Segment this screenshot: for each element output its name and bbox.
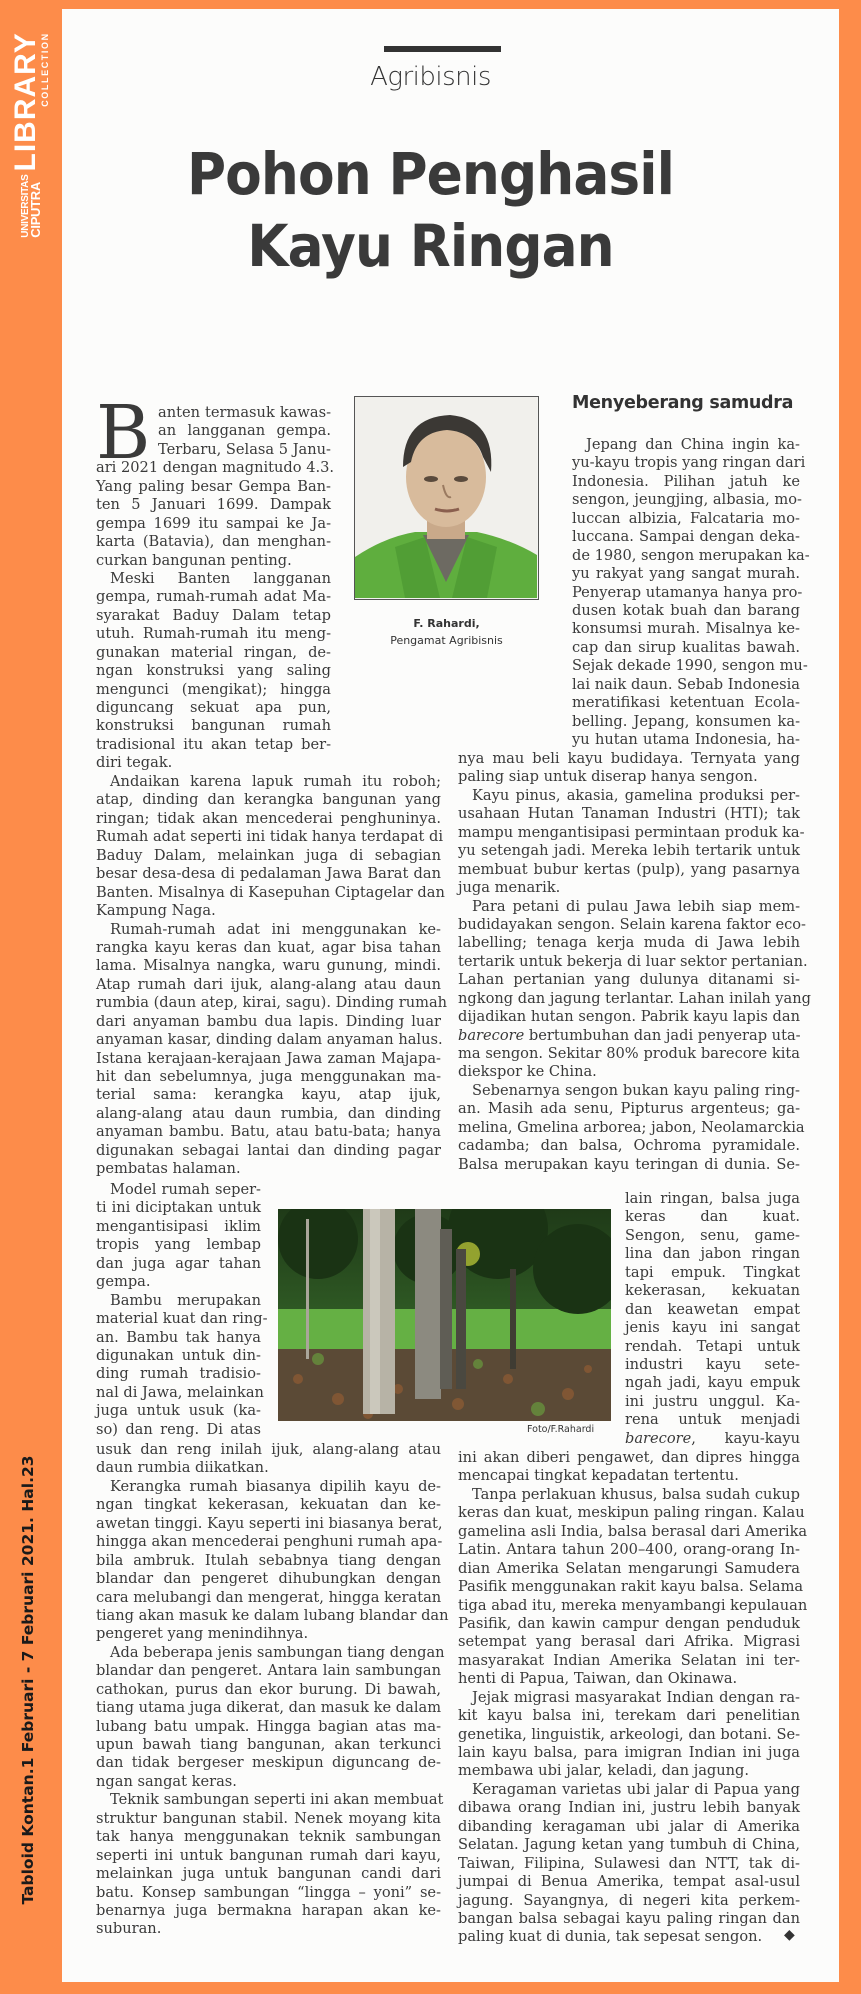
text-line: jagung. Sayangnya, di negeri kita perkem- [458, 1891, 800, 1909]
text-line: de 1980, sengon merupakan ka- [572, 546, 810, 564]
text-line: batu. Konsep sambungan “lingga – yoni” se- [96, 1883, 441, 1901]
text-line: material kuat dan ring- [96, 1310, 268, 1328]
text-line: mampu mengantisipasi permintaan produk ka- [458, 823, 805, 841]
text-line: hit dan sebelumnya, juga menggunakan ma- [96, 1068, 441, 1085]
text-line: alang-alang atau daun rumbia, dan dinding [96, 1104, 441, 1122]
text-line: konstruksi bangunan rumah [96, 717, 331, 735]
text-line: meratifikasi ketentuan Ecola- [572, 694, 800, 712]
text-line: Latin. Antara tahun 200–400, orang-orang In- [458, 1541, 800, 1559]
text-line: Sebenarnya sengon bukan kayu paling ring- [472, 1081, 800, 1099]
left-column-wide-2 [96, 1441, 449, 1939]
watermark-collection: COLLECTION [40, 32, 50, 107]
text-line: Para petani di pulau Jawa lebih siap mem- [472, 897, 800, 915]
headline-line-2: Kayu Ringan [247, 212, 614, 280]
text-line: Ada beberapa jenis sambungan tiang dengan [110, 1643, 445, 1661]
text-line: cadamba; dan balsa, Ochroma pyramidale. [458, 1137, 800, 1155]
text-line: juga untuk usuk (ka- [96, 1402, 261, 1420]
right-column-mid [625, 1190, 800, 1448]
text-line: tradisional itu akan tetap ber- [96, 735, 331, 753]
text-line: an. Masih ada senu, Pipturus argenteus; ga- [458, 1100, 800, 1118]
text-line: rangka kayu keras dan kuat, agar bisa tahan [96, 938, 441, 956]
text-line: tertarik untuk bekerja di luar sektor pertanian. [458, 952, 808, 970]
text-line: utuh. Rumah-rumah itu meng- [96, 625, 331, 643]
text-line: konsumsi murah. Misalnya ke- [572, 620, 800, 638]
text-line: Kampung Naga. [96, 902, 216, 920]
text-line: Pasifik, dan kawin campur dengan penduduk [458, 1614, 800, 1632]
text-line: pengeret yang menindihnya. [96, 1625, 309, 1643]
text-line: seperti ini untuk bangunan rumah dari kayu, [96, 1846, 441, 1864]
text-line: ten 5 Januari 1699. Dampak [96, 496, 331, 514]
text-line: Bambu merupakan [110, 1291, 261, 1309]
text-line: ngan tingkat kekerasan, kekuatan dan ke- [96, 1496, 441, 1514]
left-column-mid [96, 1181, 268, 1439]
text-line: suburan. [96, 1920, 162, 1938]
text-line: budidayakan sengon. Selain karena faktor eco- [458, 915, 806, 933]
text-line: Pasifik menggunakan rakit kayu balsa. Selama [458, 1578, 804, 1596]
text-line: gempa. [96, 1273, 151, 1291]
author-role: Pengamat Agribisnis [390, 634, 503, 647]
text-line: daun rumbia diikatkan. [96, 1459, 269, 1477]
author-name: F. Rahardi, [413, 617, 480, 630]
text-line: dan keawetan empat [625, 1300, 800, 1318]
text-line: dan juga agar tahan [96, 1254, 261, 1272]
text-line: dari anyaman bambu dua lapis. Dinding luar [96, 1012, 441, 1030]
text-line: rumbia (daun atep, kirai, sagu). Dinding rumah [96, 994, 448, 1012]
rubric-rule [384, 46, 501, 52]
text-line: membawa ubi jalar, keladi, dan jagung. [458, 1762, 750, 1780]
text-line: digunakan untuk din- [96, 1346, 261, 1364]
text-line: bangan balsa sebagai kayu paling ringan dan [458, 1909, 800, 1927]
watermark-library: LIBRARY [9, 32, 42, 172]
text-line: lain kayu balsa, para imigran Indian ini juga [458, 1744, 800, 1761]
text-line: gempa, rumah-rumah adat Ma- [96, 588, 331, 606]
text-line: ding rumah tradisio- [96, 1365, 261, 1383]
text-line: mencapai tingkat kepadatan tertentu. [458, 1467, 739, 1485]
text-line: ini akan diberi pengawet, dan dipres hingga [458, 1449, 800, 1466]
text-line: Kayu pinus, akasia, gamelina produksi per- [472, 786, 800, 804]
right-column-wide-2 [458, 1449, 808, 1947]
text-line: rena untuk menjadi [625, 1411, 800, 1429]
text-line: Lahan pertanian yang dulunya ditanami si- [458, 971, 800, 989]
text-line: genetika, linguistik, arkeologi, dan botani. Se- [458, 1725, 801, 1743]
text-line: yu hutan utama Indonesia, ha- [572, 731, 800, 748]
text-line: Istana kerajaan-kerajaan Jawa zaman Majapa- [96, 1049, 441, 1067]
text-line: kit kayu balsa ini, terekam dari penelitian [458, 1707, 800, 1725]
text-line: gamelina asli India, balsa berasal dari Amerika [458, 1522, 808, 1540]
text-line: Kerangka rumah biasanya dipilih kayu de- [110, 1477, 441, 1495]
text-line: tapi empuk. Tingkat [625, 1263, 800, 1281]
source-citation: Tabloid Kontan.1 Februari - 7 Februari 2021. Hal.23 [19, 1455, 37, 1905]
text-line: barecore bertumbuhan dan jadi penyerap uta- [458, 1026, 801, 1044]
text-line: yu rakyat yang sangat murah. [572, 565, 800, 583]
text-line: ini justru unggul. Ka- [625, 1392, 800, 1410]
text-line: jumpai di Benua Amerika, tempat asal-usul [458, 1873, 800, 1891]
text-line: Yang paling besar Gempa Ban- [96, 477, 331, 495]
text-line: Rumah adat seperti ini tidak hanya terdapat di [96, 828, 444, 846]
section-subhead: Menyeberang samudra [572, 393, 794, 413]
text-line: ringan; tidak akan mencederai penghuninya. [96, 809, 441, 827]
text-line: pembatas halaman. [96, 1160, 241, 1178]
text-line: belling. Jepang, konsumen ka- [572, 712, 800, 730]
text-line: mengunci (mengikat); hingga [96, 680, 331, 698]
text-line: cap dan sirup kualitas bawah. [572, 638, 800, 656]
text-line: tiang akan masuk ke dalam lubang blandar dan [96, 1606, 449, 1624]
text-line: kekerasan, kekuatan [625, 1282, 800, 1300]
watermark-ciputra: CIPUTRA [27, 182, 43, 238]
text-line: Taiwan, Filipina, Sulawesi dan NTT, tak di- [458, 1854, 800, 1872]
text-line: benarnya juga bermakna harapan akan ke- [96, 1901, 441, 1919]
right-column-wide-1 [458, 750, 811, 1174]
text-line: juga menarik. [458, 879, 561, 897]
left-column-wide-1 [96, 773, 448, 1179]
text-line: keras dan kuat. [625, 1208, 800, 1226]
text-line: diguncang sekuat apa pun, [96, 699, 331, 716]
text-line: Atap rumah dari ijuk, alang-alang atau daun [96, 975, 441, 993]
text-line: Jejak migrasi masyarakat Indian dengan ra- [472, 1688, 800, 1706]
text-line: ma sengon. Sekitar 80% produk barecore kita [458, 1045, 800, 1062]
text-line: an. Bambu tak hanya [96, 1328, 261, 1346]
text-line: dijadikan hutan sengon. Pabrik kayu lapis dan [458, 1008, 800, 1026]
text-line: lain ringan, balsa juga [625, 1190, 800, 1207]
text-line: gunakan material ringan, de- [96, 643, 331, 661]
photo-credit: Foto/F.Rahardi [527, 1424, 595, 1435]
text-line: awetan tinggi. Kayu seperti ini biasanya berat, [96, 1514, 443, 1532]
text-line: Sejak dekade 1990, sengon mu- [572, 657, 808, 675]
text-line: membuat bubur kertas (pulp), yang pasarnya [458, 860, 800, 878]
text-line: digunakan sebagai lantai dan dinding pagar [96, 1141, 441, 1159]
text-line: luccana. Sampai dengan deka- [572, 528, 800, 546]
watermark-universitas: UNIVERSITAS [19, 174, 31, 238]
text-line: bila ambruk. Itulah sebabnya tiang dengan [96, 1551, 441, 1569]
text-line: diekspor ke China. [458, 1063, 597, 1081]
text-line: rendah. Tetapi untuk [625, 1337, 800, 1355]
text-line: ti ini diciptakan untuk [96, 1199, 261, 1217]
rubric-label: Agribisnis [370, 62, 491, 92]
text-line: Keragaman varietas ubi jalar di Papua yang [472, 1780, 800, 1798]
text-line: Indonesia. Pilihan jatuh ke [572, 472, 800, 490]
text-line: Balsa merupakan kayu teringan di dunia. Se- [458, 1155, 800, 1173]
text-line: Tanpa perlakuan khusus, balsa sudah cukup [472, 1485, 800, 1503]
left-column-top [96, 390, 335, 773]
text-line: lai naik daun. Sebab Indonesia [572, 675, 800, 693]
text-line: nal di Jawa, melainkan [96, 1383, 264, 1401]
text-line: struktur bangunan stabil. Nenek moyang kita [96, 1809, 441, 1827]
text-line: dusen kotak buah dan barang [572, 601, 800, 619]
drop-cap: B [96, 390, 151, 476]
text-line: yu-kayu tropis yang ringan dari [572, 454, 806, 472]
text-line: anten termasuk kawas- [158, 404, 331, 421]
text-line: tropis yang lembap [96, 1236, 261, 1254]
text-line: henti di Papua, Taiwan, dan Okinawa. [458, 1670, 738, 1688]
text-line: cara melubangi dan mengerat, hingga keratan [96, 1588, 442, 1606]
text-line: Terbaru, Selasa 5 Janu- [158, 440, 331, 458]
text-line: cathokan, purus dan ekor burung. Di bawah, [96, 1680, 441, 1698]
text-line: lama. Misalnya nangka, waru gunung, mindi. [96, 957, 441, 975]
text-line: dibanding keragaman ubi jalar di Amerika [458, 1817, 800, 1835]
sengon-trees-photo [278, 1209, 611, 1421]
text-line: hingga akan mencederai penghuni rumah apa- [96, 1533, 443, 1551]
text-line: Meski Banten langganan [110, 569, 331, 587]
text-line: labelling; tenaga kerja muda di Jawa lebih [458, 934, 800, 952]
text-line: industri kayu sete- [625, 1355, 800, 1373]
text-line: keras dan kuat, meskipun paling ringan. Kalau [458, 1504, 805, 1522]
text-line: mengantisipasi iklim [96, 1217, 261, 1235]
text-line: ngan konstruksi yang saling [96, 662, 331, 680]
text-line: anyaman bambu. Batu, atau batu-bata; hanya [96, 1123, 441, 1141]
text-line: curkan bangunan penting. [96, 551, 292, 569]
text-line: lubang batu umpak. Hingga bagian atas ma- [96, 1717, 441, 1735]
text-line: dan tidak bergeser meskipun diguncang de- [96, 1754, 441, 1772]
text-line: usuk dan reng inilah ijuk, alang-alang atau [96, 1441, 441, 1458]
right-column-top [572, 436, 810, 749]
text-line: Jepang dan China ingin ka- [586, 436, 800, 453]
text-line: gempa 1699 itu sampai ke Ja- [96, 514, 331, 532]
text-line: dian Amerika Selatan mengarungi Samudera [458, 1559, 800, 1577]
text-line: anyaman kasar, dinding dalam anyaman halus. [96, 1031, 443, 1049]
text-line: Penyerap utamanya hanya pro- [572, 583, 803, 601]
text-line: Baduy Dalam, melainkan juga di sebagian [96, 846, 441, 864]
text-line: Selatan. Jagung ketan yang tumbuh di China, [458, 1836, 800, 1854]
headline [34, 138, 826, 282]
text-line: barecore, kayu-kayu [625, 1429, 800, 1447]
text-line: besar desa-desa di pedalaman Jawa Barat dan [96, 865, 441, 883]
text-line: ngan sangat keras. [96, 1772, 237, 1790]
text-line: dibawa orang Indian ini, justru lebih banyak [458, 1799, 800, 1817]
text-line: atap, dinding dan kerangka bangunan yang [96, 791, 441, 809]
text-line: diri tegak. [96, 754, 173, 772]
text-line: luccan albizia, Falcataria mo- [572, 509, 800, 527]
text-line: terial sama: kerangka kayu, atap ijuk, [96, 1086, 441, 1104]
author-portrait-image [355, 397, 537, 598]
author-portrait [354, 396, 539, 600]
text-line: ngkong dan jagung terlantar. Lahan inilah yang [458, 989, 811, 1007]
text-line: ngah jadi, kayu empuk [625, 1374, 800, 1392]
end-of-article-mark: ◆ [784, 1927, 795, 1943]
text-line: Teknik sambungan seperti ini akan membuat [110, 1791, 444, 1809]
text-line: ari 2021 dengan magnitudo 4.3. [96, 459, 335, 477]
text-line: jenis kayu ini sangat [625, 1319, 800, 1337]
text-line: tiang utama juga dikerat, dan masuk ke dalam [96, 1699, 442, 1717]
text-line: an langganan gempa. [158, 422, 331, 440]
text-line: lina dan jabon ringan [625, 1245, 800, 1263]
text-line: usahaan Hutan Tanaman Industri (HTI); tak [458, 805, 800, 823]
text-line: Banten. Misalnya di Kasepuhan Ciptagelar dan [96, 883, 445, 901]
text-line: melina, Gmelina arborea; jabon, Neolamarckia [458, 1118, 805, 1136]
text-line: masyarakat Indian Amerika Selatan ini ter- [458, 1651, 800, 1669]
text-line: Sengon, senu, game- [625, 1226, 800, 1244]
text-line: karta (Batavia), dan menghan- [96, 533, 331, 551]
headline-line-1: Pohon Penghasil [186, 140, 674, 208]
text-line: so) dan reng. Di atas [96, 1420, 261, 1438]
text-line: blandar dan pengeret. Antara lain sambungan [96, 1662, 441, 1680]
text-line: Rumah-rumah adat ini menggunakan ke- [110, 920, 441, 938]
text-line: paling siap untuk diserap hanya sengon. [458, 768, 758, 786]
text-line: setempat yang berasal dari Afrika. Migrasi [458, 1633, 800, 1651]
text-line: paling kuat di dunia, tak sepesat sengon. [458, 1928, 763, 1946]
text-line: syarakat Baduy Dalam tetap [96, 606, 331, 624]
text-line: yu setengah jadi. Mereka lebih tertarik untuk [458, 842, 800, 860]
text-line: blandar dan pengeret dihubungkan dengan [96, 1570, 441, 1588]
text-line: sengon, jeungjing, albasia, mo- [572, 491, 802, 509]
text-line: tiga abad itu, mereka menyambangi kepulauan [458, 1596, 808, 1614]
text-line: Andaikan karena lapuk rumah itu roboh; [110, 773, 441, 790]
text-line: nya mau beli kayu budidaya. Ternyata yang [458, 750, 800, 767]
text-line: Model rumah seper- [110, 1181, 261, 1198]
text-line: upun bawah tiang bangunan, akan terkunci [96, 1736, 441, 1753]
text-line: tak hanya menggunakan teknik sambungan [96, 1828, 441, 1846]
tree-photo-image [278, 1209, 611, 1421]
text-line: melainkan juga untuk bangunan candi dari [96, 1865, 441, 1883]
